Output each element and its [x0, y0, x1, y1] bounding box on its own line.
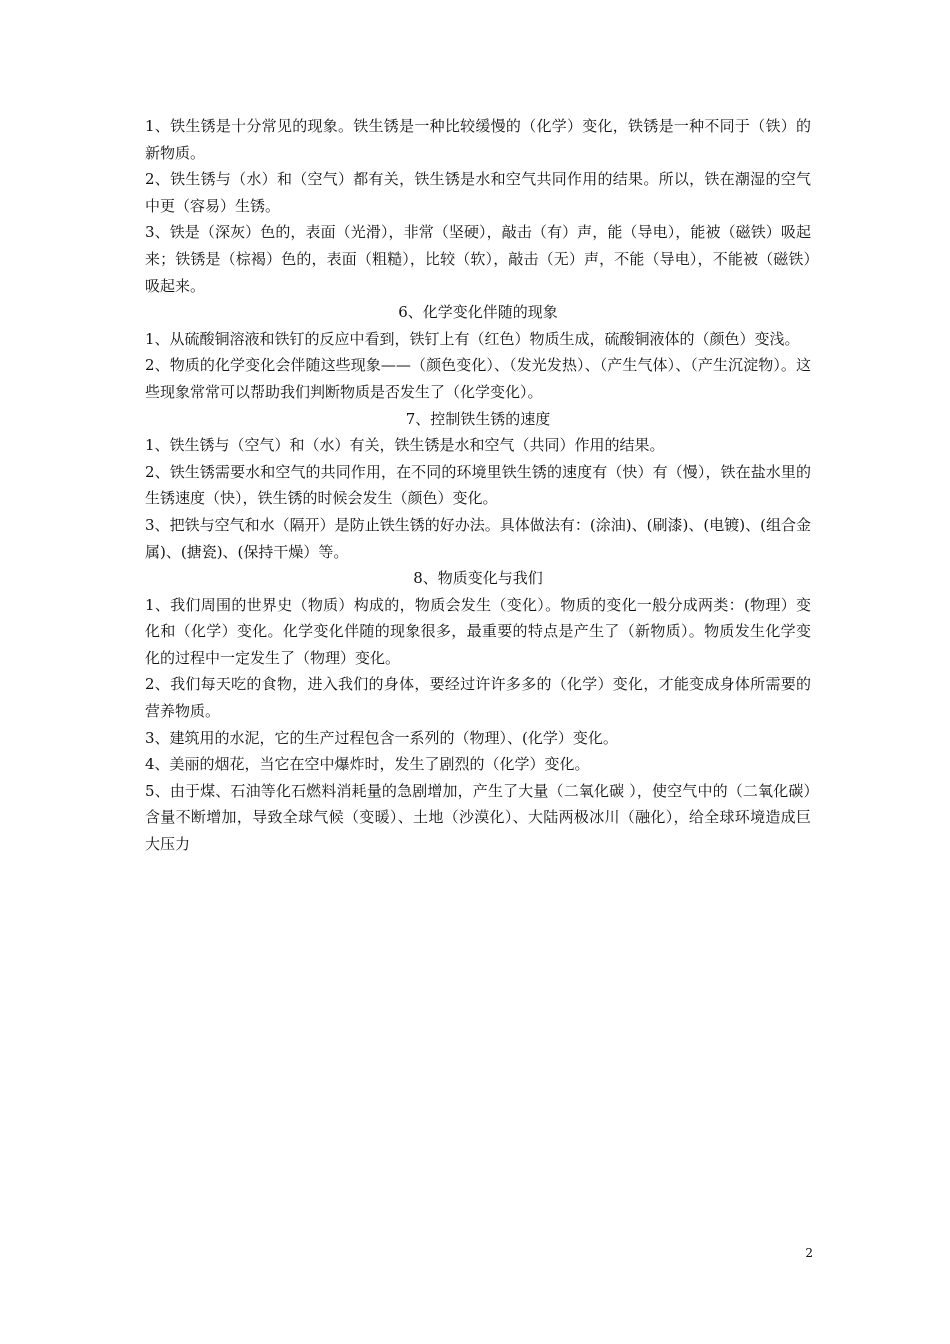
paragraph: 1、铁生锈是十分常见的现象。铁生锈是一种比较缓慢的（化学）变化，铁锈是一种不同于（铁）的新物质。: [145, 117, 811, 162]
section-heading: 6、化学变化伴随的现象: [398, 303, 558, 322]
paragraph: 3、建筑用的水泥，它的生产过程包含一系列的（物理）、(化学）变化。: [145, 728, 618, 747]
document-body: [145, 113, 811, 858]
paragraph: 1、铁生锈与（空气）和（水）有关，铁生锈是水和空气（共同）作用的结果。: [145, 436, 665, 455]
paragraph: 5、由于煤、石油等化石燃料消耗量的急剧增加，产生了大量（二氧化碳 ），使空气中的（二氧化碳）含量不断增加，导致全球气候（变暖）、土地（沙漠化）、大陆两极冰川（融化），给全球环境造成巨大压力: [145, 781, 811, 854]
paragraph: 1、从硫酸铜溶液和铁钉的反应中看到，铁钉上有（红色）物质生成，硫酸铜液体的（颜色）变浅。: [145, 329, 800, 348]
paragraph: 2、我们每天吃的食物，进入我们的身体，要经过许许多多的（化学）变化，才能变成身体所需要的营养物质。: [145, 675, 811, 721]
paragraph: 3、把铁与空气和水（隔开）是防止铁生锈的好办法。具体做法有：(涂油)、(刷漆)、(电镀)、(组合金属)、(搪瓷)、(保持干燥）等。: [145, 515, 811, 561]
section-heading: 8、物质变化与我们: [413, 569, 543, 588]
paragraph: 2、铁生锈需要水和空气的共同作用，在不同的环境里铁生锈的速度有（快）有（慢），铁在盐水里的生锈速度（快），铁生锈的时候会发生（颜色）变化。: [145, 462, 811, 508]
page-number: 2: [805, 1246, 813, 1260]
paragraph: 2、铁生锈与（水）和（空气）都有关，铁生锈是水和空气共同作用的结果。所以，铁在潮湿的空气中更（容易）生锈。: [145, 170, 811, 215]
paragraph: 1、我们周围的世界史（物质）构成的，物质会发生（变化）。物质的变化一般分成两类：(物理）变化和（化学）变化。化学变化伴随的现象很多，最重要的特点是产生了（新物质）。物质发生化学变化的过程中一定发生了（物理）变化。: [145, 595, 811, 667]
section-heading: 7、控制铁生锈的速度: [405, 409, 551, 428]
paragraph: 4、美丽的烟花，当它在空中爆炸时，发生了剧烈的（化学）变化。: [145, 755, 590, 774]
paragraph: 2、物质的化学变化会伴随这些现象——（颜色变化）、（发光发热）、（产生气体）、（产生沉淀物）。这些现象常常可以帮助我们判断物质是否发生了（化学变化）。: [145, 356, 811, 401]
paragraph: 3、铁是（深灰）色的，表面（光滑），非常（坚硬），敲击（有）声，能（导电），能被（磁铁）吸起来；铁锈是（棕褐）色的，表面（粗糙），比较（软），敲击（无）声，不能（导电），不能被（磁铁）吸起来。: [145, 223, 811, 295]
